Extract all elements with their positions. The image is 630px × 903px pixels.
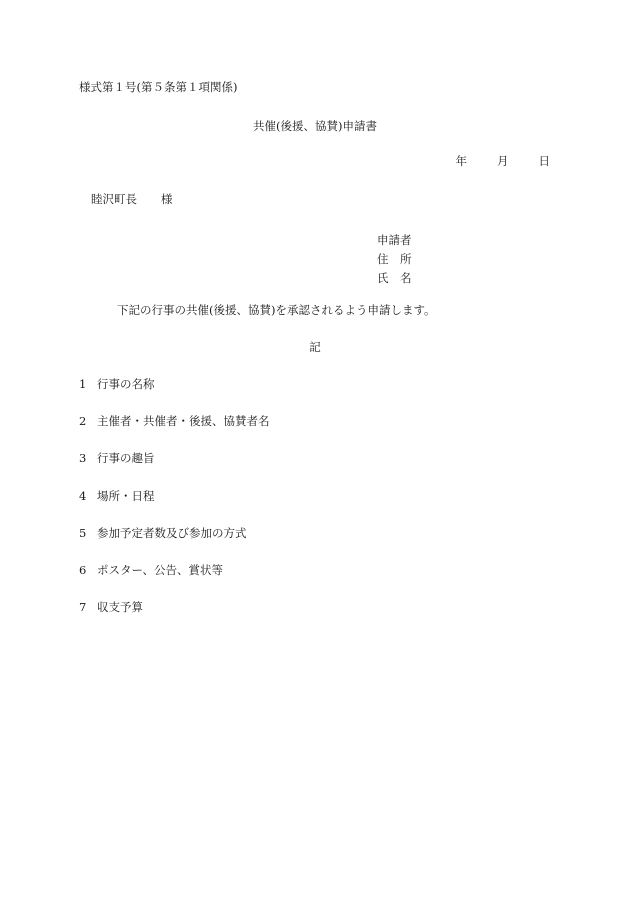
list-item xyxy=(79,379,155,391)
item-number: 3 xyxy=(79,451,87,465)
item-number: 5 xyxy=(79,526,87,540)
date-line xyxy=(456,156,551,168)
applicant-label: 申請者 xyxy=(377,233,412,247)
item-number: 7 xyxy=(79,600,87,614)
item-label: 主催者・共催者・後援、協賛者名 xyxy=(97,414,270,428)
list-item xyxy=(79,602,143,614)
address-label: 住 所 xyxy=(377,252,412,266)
item-number: 4 xyxy=(79,489,87,503)
addressee xyxy=(91,194,173,206)
item-label: 行事の名称 xyxy=(97,377,155,391)
item-number: 2 xyxy=(79,414,87,428)
document-title: 共催(後援、協賛)申請書 xyxy=(253,119,377,133)
form-number: 様式第１号(第５条第１項関係) xyxy=(79,80,238,94)
list-item xyxy=(79,416,270,428)
item-label: 収支予算 xyxy=(97,600,143,614)
item-label: 行事の趣旨 xyxy=(97,451,155,465)
item-label: 参加予定者数及び参加の方式 xyxy=(97,526,247,540)
item-number: 1 xyxy=(79,377,87,391)
list-item xyxy=(79,491,155,503)
addressee-honorific: 様 xyxy=(161,192,173,206)
year-label: 年 xyxy=(455,154,467,168)
list-item xyxy=(79,565,223,577)
item-number: 6 xyxy=(79,563,87,577)
addressee-name: 睦沢町長 xyxy=(91,192,137,206)
item-label: ポスター、公告、賞状等 xyxy=(97,563,224,577)
ki-heading: 記 xyxy=(309,340,321,354)
day-label: 日 xyxy=(538,154,550,168)
request-text: 下記の行事の共催(後援、協賛)を承認されるよう申請します。 xyxy=(117,303,436,317)
item-label: 場所・日程 xyxy=(97,489,155,503)
list-item xyxy=(79,453,155,465)
month-label: 月 xyxy=(497,154,509,168)
list-item xyxy=(79,528,247,540)
name-label: 氏 名 xyxy=(377,271,412,285)
applicant-block xyxy=(377,231,412,288)
